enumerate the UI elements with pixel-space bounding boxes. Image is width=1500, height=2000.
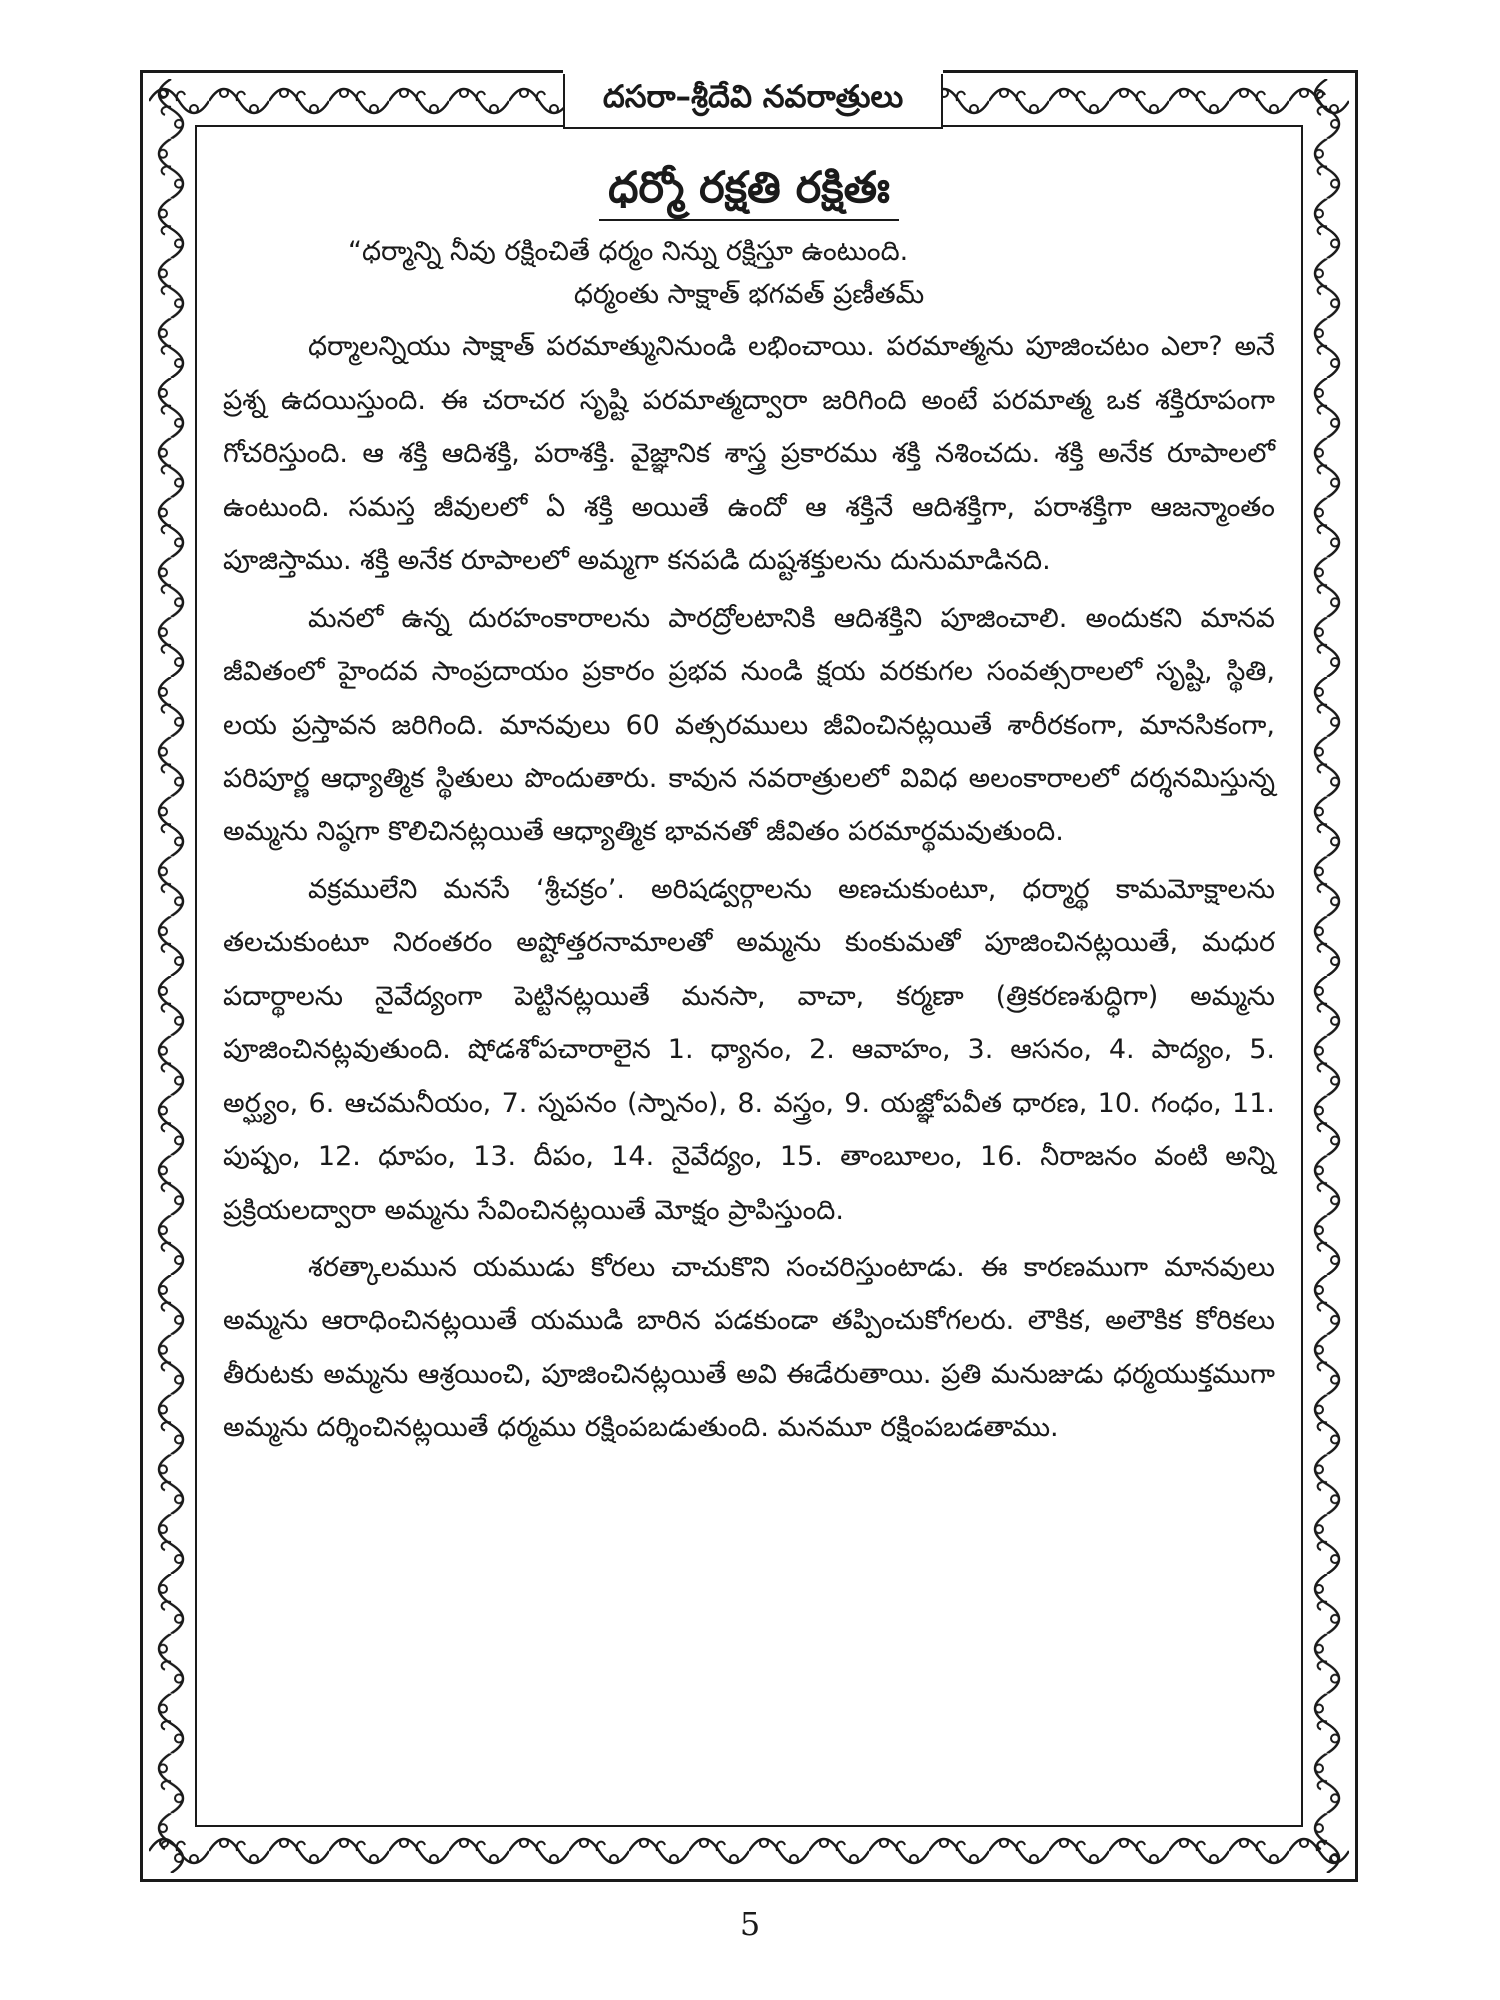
ornamental-border-bottom — [149, 1829, 1349, 1873]
title-underline — [599, 219, 899, 221]
page-number: 5 — [739, 1905, 761, 1943]
ornamental-border-left — [149, 79, 193, 1873]
decorative-page-frame — [140, 70, 1358, 1882]
paragraph-1: ధర్మాలన్నియు సాక్షాత్ పరమాత్మునినుండి లభించాయి. పరమాత్మను పూజించటం ఎలా? అనే ప్రశ్న ఉదయిస్తుంది. ఈ చరాచర సృష్టి పరమాత్మద్వారా జరిగింది అంటే పరమాత్మ ఒక శక్తిరూపంగా గోచరిస్తుంది. ఆ శక్తి ఆదిశక్తి, పరాశక్తి. వైజ్ఞానిక శాస్త్ర ప్రకారము శక్తి నశించదు. శక్తి అనేక రూపాలలో ఉంటుంది. సమస్త జీవులలో ఏ శక్తి అయితే ఉందో ఆ శక్తినే ఆదిశక్తిగా, పరాశక్తిగా ఆజన్మాంతం పూజిస్తాము. శక్తి అనేక రూపాలలో అమ్మగా కనపడి దుష్టశక్తులను దునుమాడినది. — [223, 331, 1275, 577]
opening-quote-line-1: “ధర్మాన్ని నీవు రక్షించితే ధర్మం నిన్ను రక్షిస్తూ ఉంటుంది. — [348, 235, 909, 267]
paragraph-4: శరత్కాలమున యముడు కోరలు చాచుకొని సంచరిస్తుంటాడు. ఈ కారణముగా మానవులు అమ్మను ఆరాధించినట్లయితే యముడి బారిన పడకుండా తప్పించుకోగలరు. లౌకిక, అలౌకిక కోరికలు తీరుటకు అమ్మను ఆశ్రయించి, పూజించినట్లయితే అవి ఈడేరుతాయి. ప్రతి మనుజుడు ధర్మయుక్తముగా అమ్మను దర్శించినట్లయితే ధర్మము రక్షింపబడుతుంది. మనమూ రక్షింపబడతాము. — [223, 1252, 1275, 1444]
opening-quote-line-2: ధర్మంతు సాక్షాత్ భగవత్ ప్రణీతమ్ — [573, 279, 925, 311]
article-body — [203, 143, 1295, 1809]
article-title: ధర్మో రక్షతి రక్షితః — [608, 163, 890, 213]
paragraph-3: వక్రములేని మనసే ‘శ్రీచక్రం’. అరిషడ్వర్గాలను అణచుకుంటూ, ధర్మార్థ కామమోక్షాలను తలచుకుంటూ నిరంతరం అష్టోత్తరనామాలతో అమ్మను కుంకుమతో పూజించినట్లయితే, మధుర పదార్థాలను నైవేద్యంగా పెట్టినట్లయితే మనసా, వాచా, కర్మణా (త్రికరణశుద్ధిగా) అమ్మను పూజించినట్లవుతుంది. షోడశోపచారాలైన 1. ధ్యానం, 2. ఆవాహం, 3. ఆసనం, 4. పాద్యం, 5. అర్ఘ్యం, 6. ఆచమనీయం, 7. స్నపనం (స్నానం), 8. వస్త్రం, 9. యజ్ఞోపవీత ధారణ, 10. గంధం, 11. పుష్పం, 12. ధూపం, 13. దీపం, 14. నైవేద్యం, 15. తాంబూలం, 16. నీరాజనం వంటి అన్ని ప్రక్రియలద్వారా అమ్మను సేవించినట్లయితే మోక్షం ప్రాపిస్తుంది. — [223, 873, 1275, 1226]
running-header: దసరా–శ్రీదేవి నవరాత్రులు — [563, 69, 943, 129]
ornamental-border-right — [1305, 79, 1349, 1873]
paragraph-2: మనలో ఉన్న దురహంకారాలను పారద్రోలటానికి ఆదిశక్తిని పూజించాలి. అందుకని మానవ జీవితంలో హైందవ సాంప్రదాయం ప్రకారం ప్రభవ నుండి క్షయ వరకుగల సంవత్సరాలలో సృష్టి, స్థితి, లయ ప్రస్తావన జరిగింది. మానవులు 60 వత్సరములు జీవించినట్లయితే శారీరకంగా, మానసికంగా, పరిపూర్ణ ఆధ్యాత్మిక స్థితులు పొందుతారు. కావున నవరాత్రులలో వివిధ అలంకారాలలో దర్శనమిస్తున్న అమ్మను నిష్ఠగా కొలిచినట్లయితే ఆధ్యాత్మిక భావనతో జీవితం పరమార్థమవుతుంది. — [223, 602, 1275, 848]
